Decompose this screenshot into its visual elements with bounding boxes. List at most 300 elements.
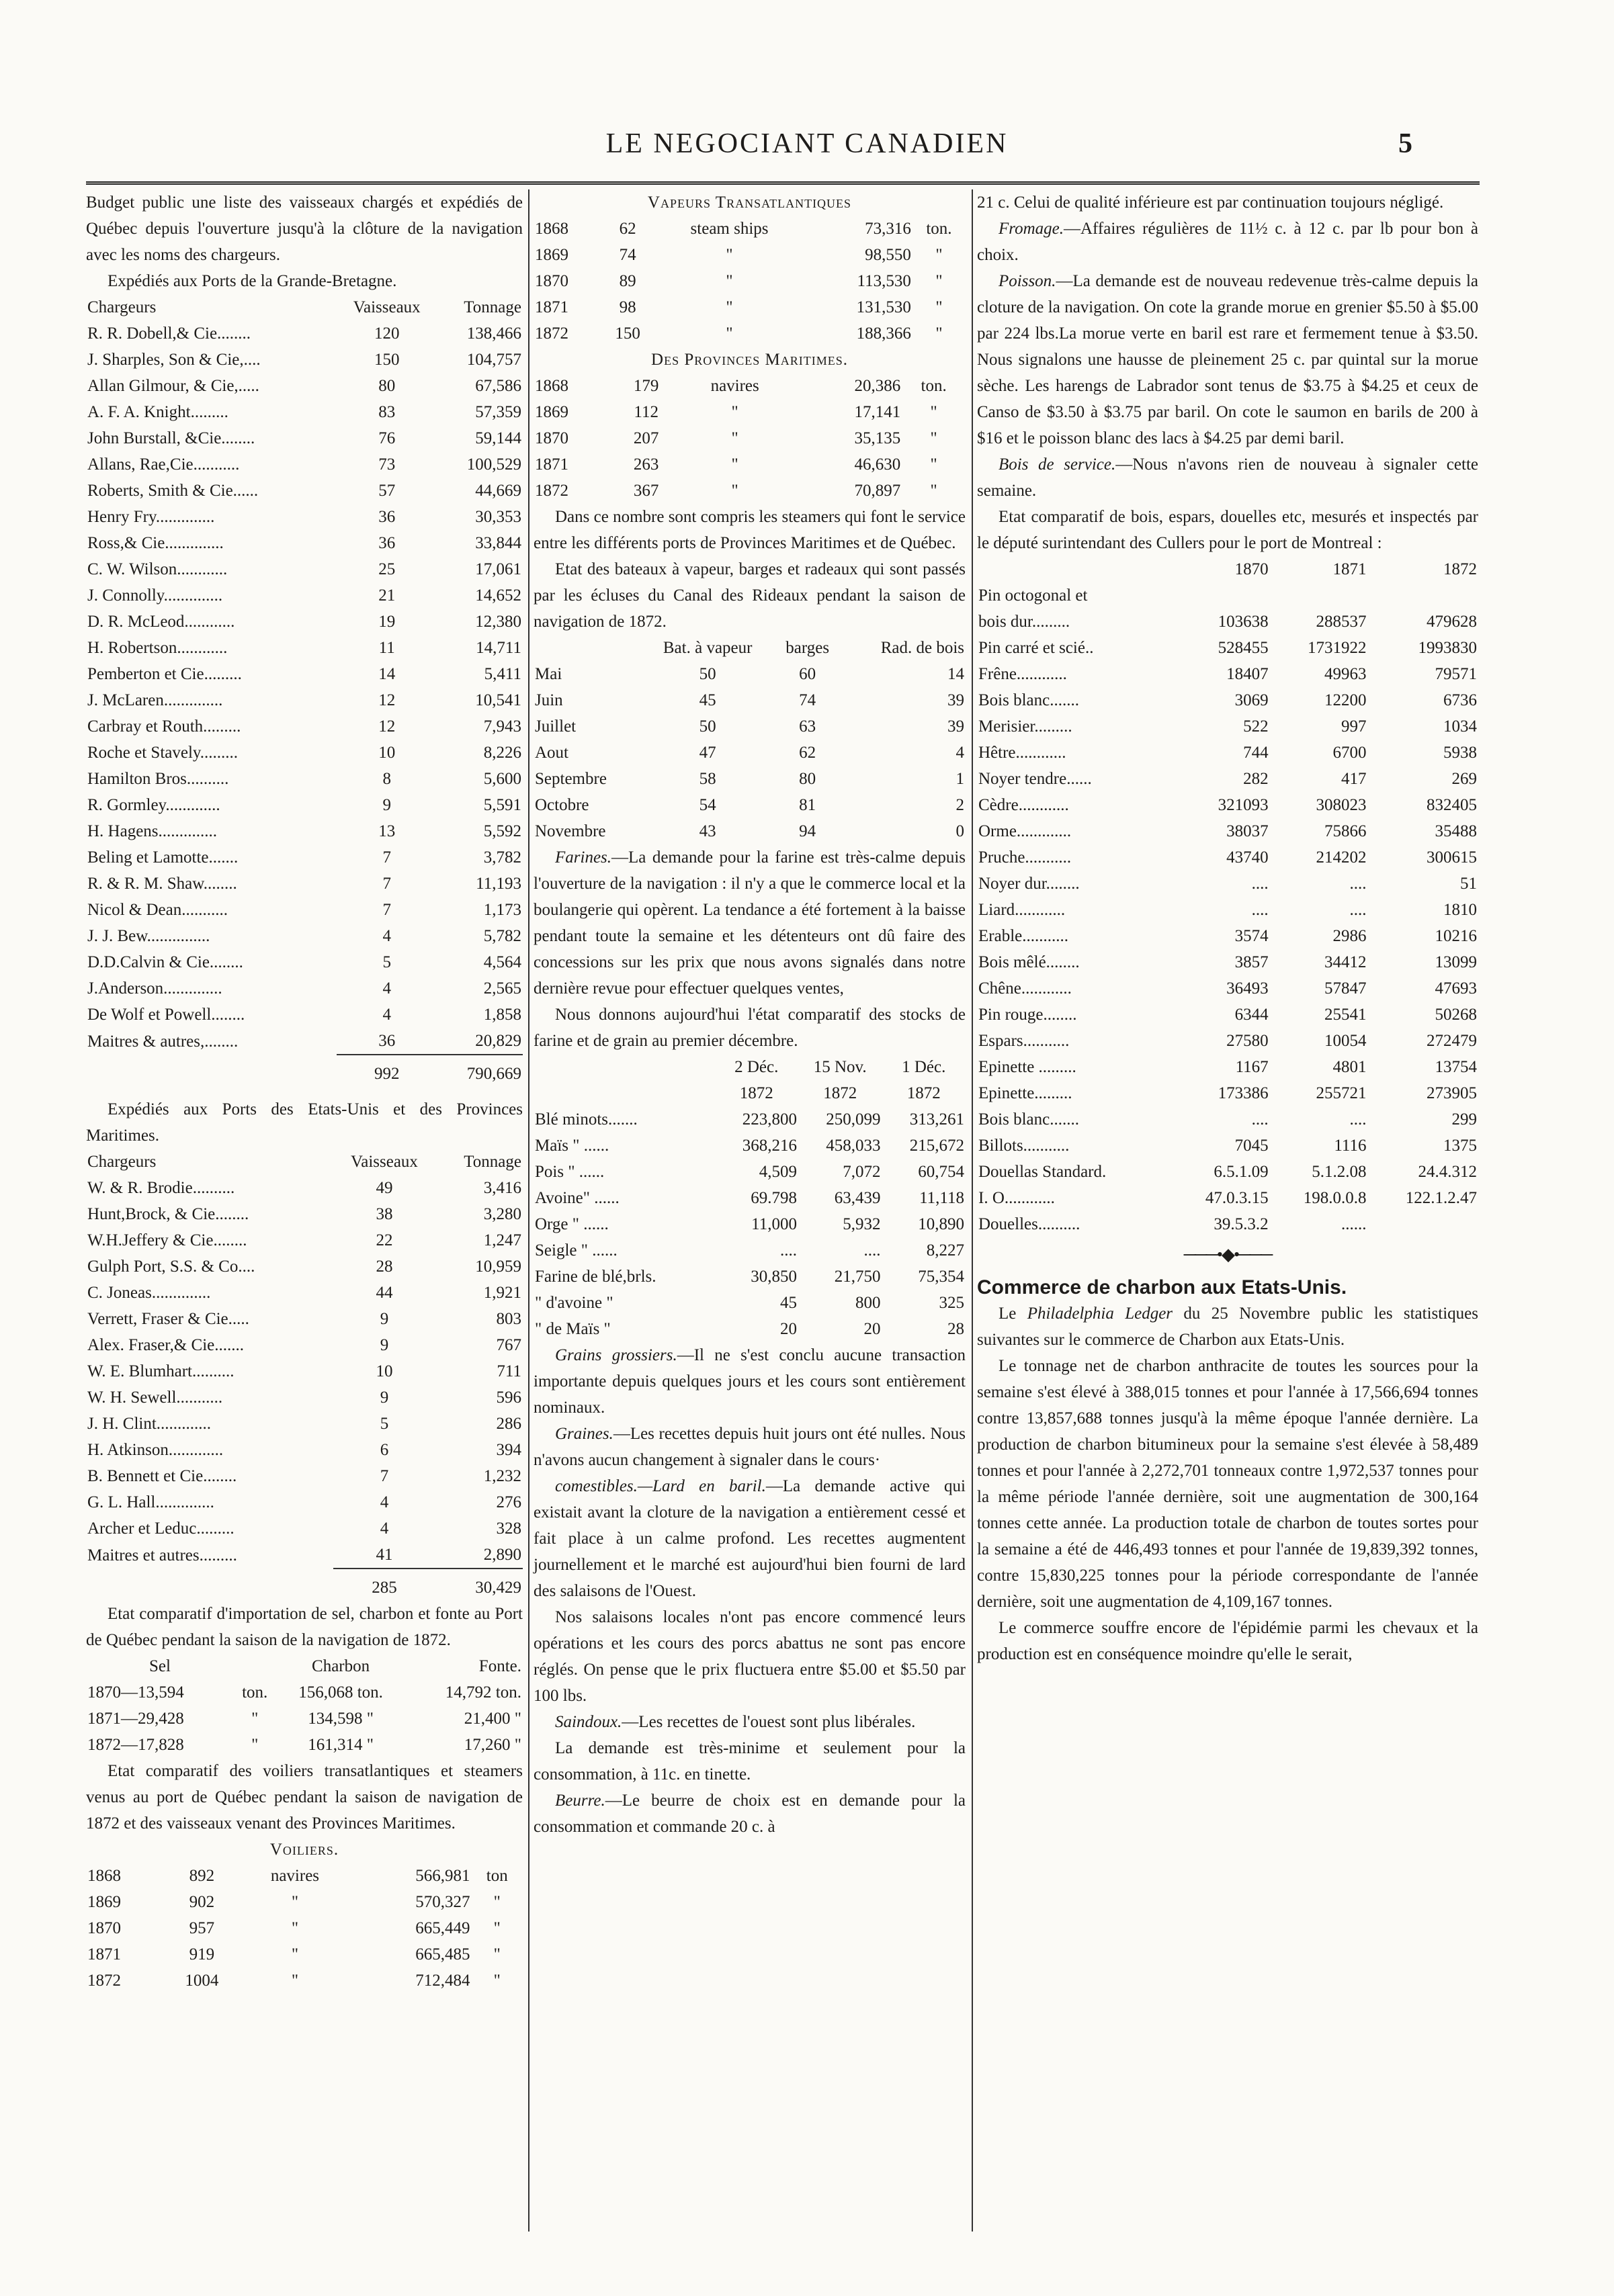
table-cell: 50 <box>699 665 716 683</box>
table-cell: 10 <box>376 1362 393 1380</box>
table-cell: 134,598 " <box>308 1710 374 1728</box>
table-cell: 14 <box>947 665 964 683</box>
table-row <box>86 1306 523 1332</box>
table-row <box>86 1915 523 1941</box>
table-cell: 18407 <box>1226 665 1269 683</box>
table-cell: Chêne............ <box>978 979 1072 998</box>
table-cell: Epinette ......... <box>978 1058 1076 1076</box>
column-2 <box>534 189 966 1840</box>
table-cell: J. Connolly.............. <box>87 586 223 605</box>
table-cell: 7045 <box>1234 1137 1269 1155</box>
bois-label: Bois de service. <box>999 455 1116 474</box>
table-row <box>86 1463 523 1489</box>
table-cell: Gulph Port, S.S. & Co.... <box>87 1257 255 1276</box>
table-row <box>534 294 966 320</box>
table-cell: 21 <box>378 586 396 605</box>
table-cell: John Burstall, &Cie........ <box>87 429 255 447</box>
table-cell: Espars........... <box>978 1032 1070 1050</box>
table-cell: 47693 <box>1435 979 1477 998</box>
lard-label: comestibles.—Lard en baril. <box>555 1477 766 1495</box>
provinces-heading: Des Provinces Maritimes. <box>651 351 848 369</box>
table-cell: 522 <box>1243 717 1269 736</box>
table-cell: 150 <box>374 351 400 369</box>
table-cell: 20 <box>863 1320 881 1338</box>
table-cell: Roberts, Smith & Cie...... <box>87 482 259 500</box>
table-cell: Orme............. <box>978 822 1072 840</box>
table-cell: ...... <box>1341 1215 1367 1233</box>
table-row <box>86 1941 523 1968</box>
table-cell: 5938 <box>1443 744 1477 762</box>
table-cell: 43 <box>699 822 716 840</box>
table-row <box>86 609 523 635</box>
col-year: 1872 <box>1443 560 1477 578</box>
table-cell: 3,782 <box>483 848 521 867</box>
table-cell: 9 <box>380 1388 389 1407</box>
table-cell: Merisier......... <box>978 717 1072 736</box>
table-row <box>86 1411 523 1437</box>
table-cell: 5,600 <box>483 770 521 788</box>
table-cell: 173386 <box>1218 1084 1269 1102</box>
table-cell: 51 <box>1460 875 1477 893</box>
table-row <box>534 451 966 478</box>
table-row <box>534 242 966 268</box>
table-row <box>977 844 1478 871</box>
table-cell: 10054 <box>1324 1032 1367 1050</box>
table-cell: B. Bennett et Cie........ <box>87 1467 237 1485</box>
table-cell: 1868 <box>87 1867 121 1885</box>
table-cell: Septembre <box>535 770 607 788</box>
table-cell: 528455 <box>1218 639 1269 657</box>
table-row <box>86 1679 523 1706</box>
col-header: 1 Déc. <box>902 1058 946 1076</box>
table-cell: 104,757 <box>466 351 521 369</box>
table-cell: 27580 <box>1226 1032 1269 1050</box>
table-cell: 10,959 <box>475 1257 521 1276</box>
table-cell: 7,072 <box>843 1163 881 1181</box>
table-cell: Henry Fry.............. <box>87 508 215 526</box>
table-row <box>86 871 523 897</box>
table-row <box>534 1211 966 1237</box>
table-cell: 57,359 <box>475 403 521 421</box>
col-header: Chargeurs <box>87 1153 157 1171</box>
table-cell: 41 <box>376 1546 393 1564</box>
table-cell: " <box>930 455 937 474</box>
table-row <box>534 1264 966 1290</box>
table-cell: 1870 <box>87 1919 121 1937</box>
table-cell: 6.5.1.09 <box>1214 1163 1269 1181</box>
table-cell: 14,711 <box>476 639 521 657</box>
table-row <box>86 1437 523 1463</box>
table-cell: 1868 <box>535 220 568 238</box>
table-cell: 73 <box>378 455 396 474</box>
table-cell: 479628 <box>1427 613 1477 631</box>
table-cell: 12 <box>378 717 396 736</box>
table-cell: 3,416 <box>483 1179 521 1197</box>
table-row <box>86 1253 523 1280</box>
table-cell: Epinette......... <box>978 1084 1072 1102</box>
table-cell: " <box>493 1919 501 1937</box>
table-cell: 46,630 <box>854 455 901 474</box>
table-cell: 58 <box>699 770 716 788</box>
table-cell: J. McLaren.............. <box>87 691 223 709</box>
table-cell: Roche et Stavely......... <box>87 744 239 762</box>
table-cell: 30,850 <box>751 1268 797 1286</box>
table-cell: G. L. Hall.............. <box>87 1493 214 1511</box>
table-cell: 81 <box>799 796 816 814</box>
table-row <box>977 1054 1478 1080</box>
table-row <box>86 1201 523 1227</box>
column-3 <box>977 189 1478 1667</box>
table-cell: 5,782 <box>483 927 521 945</box>
table-cell: 1167 <box>1235 1058 1269 1076</box>
col-year: 1872 <box>906 1084 941 1102</box>
table-cell: 7 <box>382 901 391 919</box>
table-cell: 39 <box>947 691 964 709</box>
table-cell: Allan Gilmour, & Cie,..... <box>87 377 259 395</box>
table-row <box>977 975 1478 1002</box>
table-cell: 43740 <box>1226 848 1269 867</box>
table-row <box>977 1002 1478 1028</box>
table-cell: Maitres & autres,........ <box>87 1032 239 1051</box>
table-cell: 272479 <box>1427 1032 1477 1050</box>
table-cell: 1,247 <box>483 1231 521 1249</box>
table-cell: 98 <box>619 298 636 316</box>
col-header: Sel <box>148 1657 171 1675</box>
table-row <box>86 1706 523 1732</box>
table-row <box>534 1133 966 1159</box>
table-cell: " <box>251 1736 259 1754</box>
table-cell: 10,890 <box>918 1215 964 1233</box>
table-cell: bois dur......... <box>978 613 1070 631</box>
table-cell: Maitres et autres......... <box>87 1546 237 1564</box>
table-cell: 5,591 <box>483 796 521 814</box>
table-row <box>86 923 523 949</box>
table-row <box>86 1515 523 1542</box>
table-cell: W. H. Sewell........... <box>87 1388 223 1407</box>
table-cell: 1871—29,428 <box>87 1710 184 1728</box>
table-cell: 276 <box>496 1493 521 1511</box>
table-cell: Seigle " ...... <box>535 1241 618 1260</box>
etat-bois-paragraph: Etat comparatif de bois, espars, douelles etc, mesurés et inspectés par le député surintendant des Cullers pour le port de Montreal : <box>977 508 1478 552</box>
table-row <box>534 478 966 504</box>
table-cell: 2,890 <box>483 1546 521 1564</box>
farines-label: Farines. <box>555 848 612 867</box>
table-cell: 103638 <box>1218 613 1269 631</box>
table-cell: 957 <box>189 1919 215 1937</box>
table-cell: 6 <box>380 1441 389 1459</box>
table-cell: Liard............ <box>978 901 1066 919</box>
table-cell: 13754 <box>1435 1058 1477 1076</box>
table-cell: 80 <box>378 377 396 395</box>
table-cell: 4,564 <box>483 953 521 971</box>
table-cell: H. Atkinson............. <box>87 1441 224 1459</box>
table-cell: Hêtre............ <box>978 744 1066 762</box>
table-cell: 570,327 <box>415 1893 470 1911</box>
col-header: barges <box>785 639 830 657</box>
table-row <box>977 766 1478 792</box>
table-cell: 1,173 <box>483 901 521 919</box>
table-cell: 4 <box>380 1519 389 1538</box>
table-cell: 4801 <box>1332 1058 1367 1076</box>
intro-paragraph: Budget public une liste des vaisseaux chargés et expédiés de Québec depuis l'ouverture jusqu'à la clôture de la navigation avec les noms des chargeurs. <box>86 193 523 264</box>
table-cell: 7,943 <box>483 717 521 736</box>
table-cell: Maïs " ...... <box>535 1137 609 1155</box>
table-row <box>534 687 966 713</box>
table-cell: Novembre <box>535 822 606 840</box>
table-cell: Blé minots....... <box>535 1110 638 1129</box>
saindoux-label: Saindoux. <box>555 1713 622 1731</box>
table-cell: 417 <box>1341 770 1367 788</box>
table-cell: 1869 <box>535 403 568 421</box>
table-cell: 6736 <box>1443 691 1477 709</box>
table-cell <box>1367 1211 1478 1237</box>
table-row <box>86 1332 523 1358</box>
table-cell: 75866 <box>1324 822 1367 840</box>
table-cell: 76 <box>378 429 396 447</box>
table-cell: 28 <box>947 1320 964 1338</box>
lard-text: —La demande active qui existait avant la cloture de la navigation a entièrement cessé et fait place à un calme profond. Les recettes augmentent journellement et le marché est aujourd'hui bien fourni de lard des salaisons de l'Ouest. <box>534 1477 966 1600</box>
table-cell: 12,380 <box>475 613 521 631</box>
table-cell: 1871 <box>535 455 568 474</box>
table-row <box>534 1159 966 1185</box>
table-cell: 8,227 <box>926 1241 964 1260</box>
table-cell: C. W. Wilson............ <box>87 560 228 578</box>
table-row <box>534 740 966 766</box>
table-cell: 919 <box>189 1945 215 1963</box>
table-row <box>534 792 966 818</box>
table-row <box>86 425 523 451</box>
table-cell: J.Anderson.............. <box>87 979 222 998</box>
table-cell: 122.1.2.47 <box>1405 1189 1477 1207</box>
table-row <box>977 923 1478 949</box>
table-cell: D.D.Calvin & Cie........ <box>87 953 243 971</box>
table-cell <box>1270 582 1368 609</box>
table-row <box>977 1028 1478 1054</box>
table-cell: 273905 <box>1427 1084 1477 1102</box>
table-cell: 34412 <box>1324 953 1367 971</box>
table-row <box>86 818 523 844</box>
table-cell: " <box>493 1972 501 1990</box>
table-cell: 712,484 <box>415 1972 470 1990</box>
table-cell: 1,921 <box>483 1284 521 1302</box>
table-row <box>534 1316 966 1342</box>
table-row <box>977 792 1478 818</box>
col-header: Fonte. <box>478 1657 521 1675</box>
table-cell: 286 <box>496 1415 521 1433</box>
table-cell: 49963 <box>1324 665 1367 683</box>
table-cell: 1116 <box>1334 1137 1367 1155</box>
table-cell: 1,858 <box>483 1006 521 1024</box>
table-cell: .... <box>1349 1110 1367 1129</box>
column-divider <box>972 189 973 2232</box>
table-cell: 832405 <box>1427 796 1477 814</box>
table-cell: 0 <box>955 822 964 840</box>
table-cell: 35488 <box>1435 822 1477 840</box>
table-cell: Carbray et Routh......... <box>87 717 241 736</box>
table-cell: Douellas Standard. <box>978 1163 1107 1181</box>
table-cell: 14,652 <box>475 586 521 605</box>
table-cell: 1872—17,828 <box>87 1736 184 1754</box>
table-cell: .... <box>1251 1110 1269 1129</box>
table-cell: W. & R. Brodie.......... <box>87 1179 235 1197</box>
table-header <box>86 294 523 320</box>
col-year: 1871 <box>1332 560 1367 578</box>
table-cell: Hunt,Brock, & Cie........ <box>87 1205 249 1223</box>
table-cell: Juin <box>535 691 563 709</box>
graines-label: Graines. <box>555 1425 613 1443</box>
table-cell: Juillet <box>535 717 577 736</box>
table-total-row <box>86 1569 523 1601</box>
table-cell: Farine de blé,brls. <box>535 1268 656 1286</box>
table-cell: 3,280 <box>483 1205 521 1223</box>
table-cell: 1810 <box>1443 901 1477 919</box>
table-cell: 596 <box>496 1388 521 1407</box>
table-cell: 1868 <box>535 377 568 395</box>
table-cell: 4 <box>382 1006 391 1024</box>
table-row <box>977 1185 1478 1211</box>
table-cell: " <box>930 482 937 500</box>
table-row <box>534 713 966 740</box>
table-cell: 80 <box>799 770 816 788</box>
table-row <box>86 897 523 923</box>
table-cell: Pruche........... <box>978 848 1072 867</box>
table-cell: 49 <box>376 1179 393 1197</box>
table-cell: 69.798 <box>751 1189 797 1207</box>
table-cell: 22 <box>376 1231 393 1249</box>
table-cell: .... <box>1251 901 1269 919</box>
table-cell: ton. <box>242 1683 268 1702</box>
table-row <box>977 1211 1478 1237</box>
ledger-text: Le <box>999 1305 1027 1323</box>
table-cell: Nicol & Dean........... <box>87 901 228 919</box>
table-cell: 38 <box>376 1205 393 1223</box>
table-cell: 94 <box>799 822 816 840</box>
table-cell: " <box>930 403 937 421</box>
provinces-table <box>534 373 966 504</box>
table-cell: 33,844 <box>475 534 521 552</box>
page-number: 5 <box>1398 128 1412 159</box>
table-cell: I. O............ <box>978 1189 1055 1207</box>
table-header <box>86 1653 523 1679</box>
table-cell: " <box>935 298 943 316</box>
table-cell: 5 <box>382 953 391 971</box>
table-cell: 665,449 <box>415 1919 470 1937</box>
table-cell: Aout <box>535 744 568 762</box>
table-cell: 28 <box>376 1257 393 1276</box>
table-cell: 1034 <box>1443 717 1477 736</box>
table-cell: 62 <box>619 220 636 238</box>
table-cell: Erable........... <box>978 927 1068 945</box>
table-row <box>86 1002 523 1028</box>
bateaux-paragraph: Etat des bateaux à vapeur, barges et radeaux qui sont passés par les écluses du Canal des Rideaux pendant la saison de navigation de 1872. <box>534 560 966 631</box>
table-cell: 67,586 <box>475 377 521 395</box>
table-cell: 38037 <box>1226 822 1269 840</box>
table-cell: 10 <box>378 744 396 762</box>
table-cell: 300615 <box>1427 848 1477 867</box>
table-cell: 17,260 " <box>464 1736 521 1754</box>
table-row <box>534 268 966 294</box>
table-cell: Douelles.......... <box>978 1215 1080 1233</box>
table-cell: 282 <box>1243 770 1269 788</box>
table-cell: 30,353 <box>475 508 521 526</box>
ledger-paragraph <box>977 1300 1478 1353</box>
table-cell: 5,932 <box>843 1215 881 1233</box>
charbon-title: Commerce de charbon aux Etats-Unis. <box>977 1276 1347 1298</box>
table-row <box>977 713 1478 740</box>
steamers-paragraph: Dans ce nombre sont compris les steamers qui font le service entre les différents ports de Provinces Maritimes et de Québec. <box>534 508 966 552</box>
total-cell: 992 <box>337 1055 436 1087</box>
table-row <box>86 451 523 478</box>
table-cell: " <box>291 1945 299 1963</box>
table-cell: 9 <box>380 1336 389 1354</box>
table-cell: A. F. A. Knight......... <box>87 403 228 421</box>
table-row <box>534 320 966 347</box>
table-row <box>977 897 1478 923</box>
table-row <box>86 1863 523 1889</box>
table-cell: 14,792 ton. <box>445 1683 521 1702</box>
table-row <box>977 949 1478 975</box>
table-cell: W.H.Jeffery & Cie........ <box>87 1231 247 1249</box>
table-row <box>86 1489 523 1515</box>
table-cell: 36 <box>378 1032 396 1050</box>
table-row <box>977 635 1478 661</box>
table-row <box>86 635 523 661</box>
table-cell: " <box>493 1893 501 1911</box>
table-row <box>86 1889 523 1915</box>
table-cell: 21,750 <box>834 1268 881 1286</box>
table-cell: 50 <box>699 717 716 736</box>
table-row <box>534 399 966 425</box>
table-row <box>977 818 1478 844</box>
table-row <box>534 1290 966 1316</box>
table-cell: " <box>291 1919 299 1937</box>
voiliers-heading: Voiliers. <box>269 1841 339 1859</box>
table-cell: 73,316 <box>865 220 911 238</box>
table-cell: 7 <box>382 848 391 867</box>
table-cell: 14 <box>378 665 396 683</box>
table-cell: 44,669 <box>475 482 521 500</box>
table-cell: .... <box>1349 875 1367 893</box>
table-cell: 36 <box>378 534 396 552</box>
table-row <box>86 975 523 1002</box>
table-cell: 2986 <box>1332 927 1367 945</box>
table-cell: Pin rouge........ <box>978 1006 1077 1024</box>
table-cell: 269 <box>1451 770 1477 788</box>
page-header <box>0 128 1614 168</box>
table-row <box>86 399 523 425</box>
col-header: Chargeurs <box>87 298 157 316</box>
table-cell: Alex. Fraser,& Cie....... <box>87 1336 244 1354</box>
table-cell: ton. <box>926 220 952 238</box>
canal-table <box>534 635 966 844</box>
table-cell: 24.4.312 <box>1418 1163 1477 1181</box>
table-cell: 17,141 <box>854 403 901 421</box>
table-cell: 57 <box>378 482 396 500</box>
table-cell: 1869 <box>535 246 568 264</box>
table-cell: navires <box>710 377 759 395</box>
table-cell: " <box>731 482 738 500</box>
journal-title: LE NEGOCIANT CANADIEN <box>605 128 1009 159</box>
table-cell: 120 <box>374 324 400 343</box>
table-cell: 4,509 <box>759 1163 797 1181</box>
table-row <box>86 1175 523 1201</box>
table-cell: " <box>726 246 733 264</box>
table-cell: Allans, Rae,Cie........... <box>87 455 240 474</box>
table-cell: Pois " ...... <box>535 1163 605 1181</box>
table-cell: " <box>291 1972 299 1990</box>
table-cell: 1872 <box>535 482 568 500</box>
table-cell: 9 <box>382 796 391 814</box>
